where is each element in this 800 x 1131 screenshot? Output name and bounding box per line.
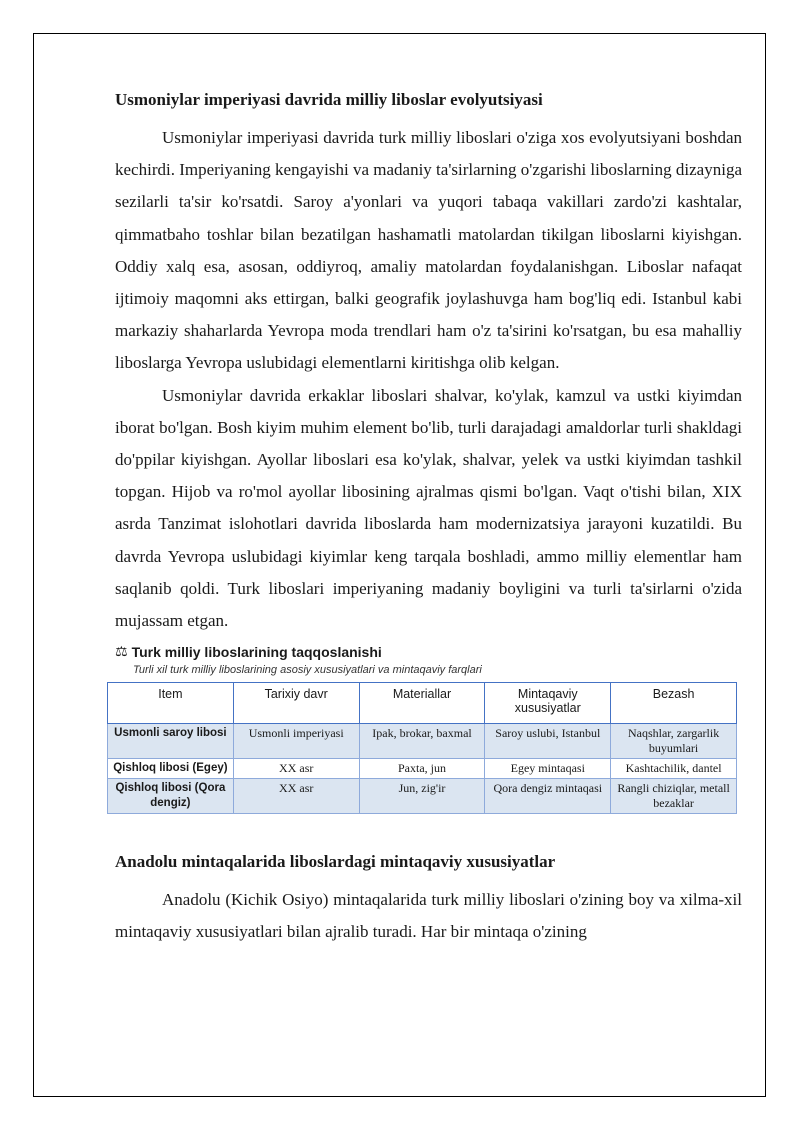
scales-icon: ⚖ [115, 643, 128, 660]
table-cell: Usmonli imperiyasi [233, 724, 359, 759]
table-cell: XX asr [233, 779, 359, 814]
column-header: Materiallar [359, 683, 485, 724]
column-header: Tarixiy davr [233, 683, 359, 724]
paragraph: Usmoniylar davrida erkaklar liboslari shalvar, ko'ylak, kamzul va ustki kiyimdan iborat bo'lgan. Bosh kiyim muhim element bo'lib, turli darajadagi amaldorlar turli shakldagi do'ppilar kiyishgan. Ayollar liboslari esa ko'ylak, shalvar, yelek va ustki kiyimdan tashkil topgan. Hijob va ro'mol ayollar libosining ajralmas qismi bo'lgan. Vaqt o'tishi bilan, XIX asrda Tanzimat islohotlari davrida liboslarda ham modernizatsiya jarayoni kuzatildi. Bu davrda Yevropa uslubidagi kiyimlar keng tarqala boshladi, ammo milliy elementlar ham saqlanib qoldi. Turk liboslari imperiyaning madaniy boyligini va turli ta'sirlarni o'zida mujassam etgan. [115, 385, 742, 631]
table-cell: Kashtachilik, dantel [611, 759, 737, 779]
table-cell: Saroy uslubi, Istanbul [485, 724, 611, 759]
table-cell: Paxta, jun [359, 759, 485, 779]
table-title [115, 643, 742, 660]
table-cell: Qora dengiz mintaqasi [485, 779, 611, 814]
paragraph: Anadolu (Kichik Osiyo) mintaqalarida turk milliy liboslari o'zining boy va xilma-xil mintaqaviy xususiyatlari bilan ajralib turadi. Har bir mintaqa o'zining [115, 890, 742, 942]
table-row [108, 759, 737, 779]
table-caption: Turli xil turk milliy liboslarining asosiy xususiyatlari va mintaqaviy farqlari [133, 664, 482, 677]
column-header: Bezash [611, 683, 737, 724]
table-row [108, 724, 737, 759]
table-cell: Jun, zig'ir [359, 779, 485, 814]
section-heading: Usmoniylar imperiyasi davrida milliy liboslar evolyutsiyasi [115, 90, 543, 109]
paragraph: Usmoniylar imperiyasi davrida turk milliy liboslari o'ziga xos evolyutsiyani boshdan kechirdi. Imperiyaning kengayishi va madaniy ta'sirlarning o'zgarishi liboslarning dizayniga sezilarli ta'sir ko'rsatdi. Saroy a'yonlari va yuqori tabaqa vakillari zardo'zi kashtalar, qimmatbaho toshlar bilan bezatilgan hashamatli matolardan tikilgan liboslarni kiyishgan. Oddiy xalq esa, asosan, oddiyroq, amaliy matolardan foydalanishgan. Liboslar nafaqat ijtimoiy maqomni aks ettirgan, balki geografik joylashuvga ham bog'liq edi. Istanbul kabi markaziy shaharlarda Yevropa moda trendlari ham o'z ta'sirini ko'rsatgan, bu esa mahalliy liboslarga Yevropa uslubidagi elementlarni kiritishga olib kelgan. [115, 128, 742, 373]
table-title-text: Turk milliy liboslarining taqqoslanishi [131, 643, 382, 660]
table-cell: Egey mintaqasi [485, 759, 611, 779]
table-row [108, 779, 737, 814]
column-header: Mintaqaviy xususiyatlar [485, 683, 611, 724]
document-body [115, 88, 742, 949]
table-cell: Naqshlar, zargarlik buyumlari [611, 724, 737, 759]
table-cell: Qishloq libosi (Egey) [108, 759, 234, 779]
column-header: Item [108, 683, 234, 724]
table-cell: Qishloq libosi (Qora dengiz) [108, 779, 234, 814]
table-cell: XX asr [233, 759, 359, 779]
comparison-table [107, 682, 737, 814]
table-cell: Usmonli saroy libosi [108, 724, 234, 759]
table-header-row [108, 683, 737, 724]
table-cell: Ipak, brokar, baxmal [359, 724, 485, 759]
table-cell: Rangli chiziqlar, metall bezaklar [611, 779, 737, 814]
section-heading: Anadolu mintaqalarida liboslardagi mintaqaviy xususiyatlar [115, 852, 556, 872]
